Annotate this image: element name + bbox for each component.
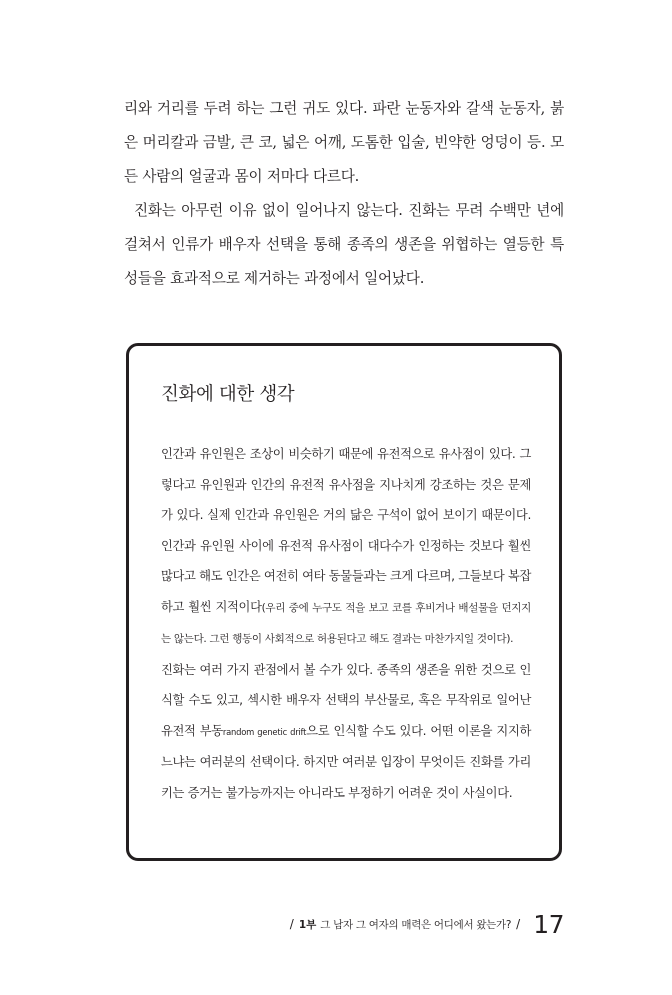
footer-part-label: 1부 xyxy=(298,918,317,931)
sidebar-box xyxy=(126,343,562,861)
sidebar-box-title: 진화에 대한 생각 xyxy=(161,384,295,405)
sidebar-paragraph-2-term: random genetic drift xyxy=(222,726,307,737)
main-text xyxy=(124,92,564,296)
footer-slash-left: / xyxy=(289,917,294,931)
footer-slash-right: / xyxy=(516,917,521,931)
sidebar-paragraph-1-main: 인간과 유인원은 조상이 비슷하기 때문에 유전적으로 유사점이 있다. 그렇다고 유인원과 인간의 유전적 유사점을 지나치게 강조하는 것은 문제가 있다. 실제 인간과 유인원은 거의 닮은 구석이 없어 보이기 때문이다. 인간과 유인원 사이에 유전적 유사점이 대다수가 인정하는 것보다 훨씬 많다고 해도 인간은 여전히 여타 동물들과는 크게 다르며, 그들보다 복잡하고 훨씬 지적이다 xyxy=(161,447,531,614)
sidebar-paragraph-2 xyxy=(161,655,531,809)
sidebar-paragraph-2-end: 으로 인식할 수도 있다. 어떤 이론을 지지하느냐는 여러분의 선택이다. 하지만 여러분 입장이 무엇이든 진화를 가리키는 증거는 불가능까지는 아니라도 부정하기 어려운 것이 사실이다. xyxy=(161,723,531,800)
footer-chapter-title: 그 남자 그 여자의 매력은 어디에서 왔는가? xyxy=(320,918,512,931)
page-footer xyxy=(285,904,564,944)
page-number: 17 xyxy=(533,909,564,939)
sidebar-paragraph-1-note: (우리 중에 누구도 적을 보고 코를 후비거나 배설물을 던지지는 않는다. 그런 행동이 사회적으로 허용된다고 해도 결과는 마찬가지일 것이다). xyxy=(161,601,531,645)
sidebar-box-body xyxy=(161,439,531,808)
body-paragraph-2: 진화는 아무런 이유 없이 일어나지 않는다. 진화는 무려 수백만 년에 걸쳐서 인류가 배우자 선택을 통해 종족의 생존을 위협하는 열등한 특성들을 효과적으로 제거하는 과정에서 일어났다. xyxy=(124,202,564,287)
body-paragraph-1: 리와 거리를 두려 하는 그런 귀도 있다. 파란 눈동자와 갈색 눈동자, 붉은 머리칼과 금발, 큰 코, 넓은 어깨, 도톰한 입술, 빈약한 엉덩이 등. 모든 사람의 얼굴과 몸이 저마다 다르다. xyxy=(124,100,564,185)
sidebar-paragraph-1 xyxy=(161,439,531,655)
sidebar-paragraph-2-start: 진화는 여러 가지 관점에서 볼 수가 있다. 종족의 생존을 위한 것으로 인식할 수도 있고, 섹시한 배우자 선택의 부산물로, 혹은 무작위로 일어난 유전적 부동 xyxy=(161,662,531,738)
